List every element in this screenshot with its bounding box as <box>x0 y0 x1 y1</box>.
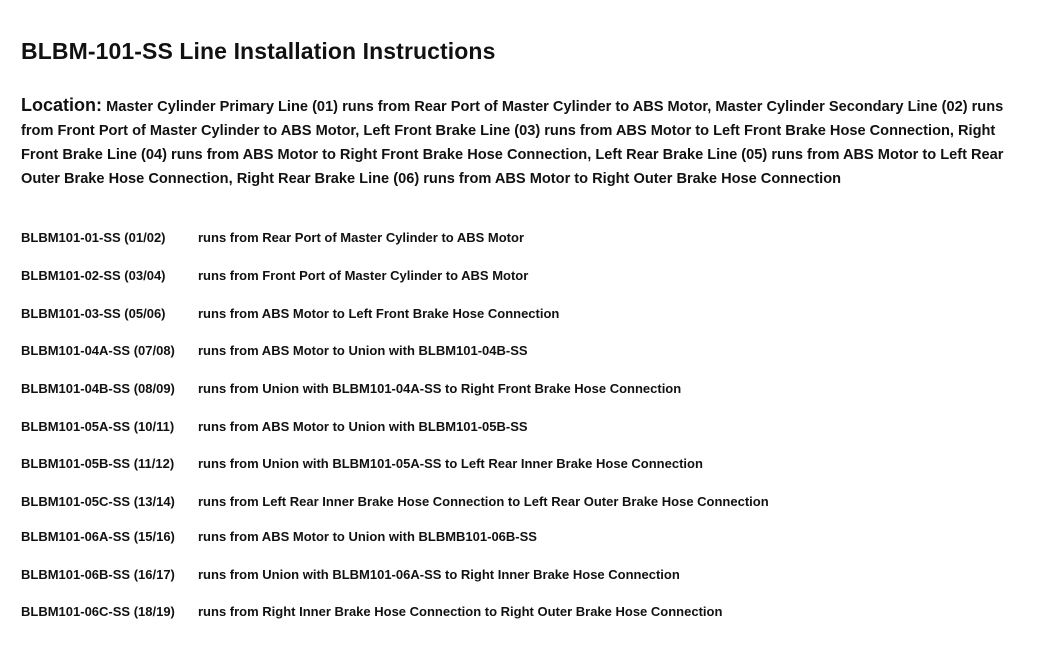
line-code: BLBM101-03-SS (05/06) <box>21 306 166 321</box>
line-row <box>21 268 1021 288</box>
line-description: runs from ABS Motor to Union with BLBMB101-06B-SS <box>198 529 537 544</box>
line-row <box>21 343 1021 363</box>
line-code: BLBM101-06B-SS (16/17) <box>21 567 175 582</box>
line-code: BLBM101-04A-SS (07/08) <box>21 343 175 358</box>
line-row <box>21 419 1021 439</box>
line-code: BLBM101-06A-SS (15/16) <box>21 529 175 544</box>
line-row <box>21 306 1021 326</box>
line-description: runs from ABS Motor to Left Front Brake Hose Connection <box>198 306 560 321</box>
line-code: BLBM101-01-SS (01/02) <box>21 230 166 245</box>
line-code: BLBM101-05C-SS (13/14) <box>21 494 175 509</box>
line-description: runs from Union with BLBM101-05A-SS to Left Rear Inner Brake Hose Connection <box>198 456 703 471</box>
line-description: runs from Left Rear Inner Brake Hose Connection to Left Rear Outer Brake Hose Connection <box>198 494 769 509</box>
line-row <box>21 456 1021 476</box>
line-description: runs from Union with BLBM101-06A-SS to Right Inner Brake Hose Connection <box>198 567 680 582</box>
location-paragraph <box>21 93 1021 191</box>
line-row <box>21 230 1021 250</box>
line-code: BLBM101-02-SS (03/04) <box>21 268 166 283</box>
location-text: Master Cylinder Primary Line (01) runs from Rear Port of Master Cylinder to ABS Motor, Master Cylinder Secondary Line (02) runs from Front Port of Master Cylinder to ABS Motor, Left Front Brake Line (03) runs from ABS Motor to Left Front Brake Hose Connection, Right Front Brake Line (04) runs from ABS Motor to Right Front Brake Hose Connection, Left Rear Brake Line (05) runs from ABS Motor to Left Rear Outer Brake Hose Connection, Right Rear Brake Line (06) runs from ABS Motor to Right Outer Brake Hose Connection <box>21 99 1004 187</box>
line-code: BLBM101-06C-SS (18/19) <box>21 604 175 619</box>
line-row <box>21 381 1021 401</box>
line-code: BLBM101-04B-SS (08/09) <box>21 381 175 396</box>
line-description: runs from Union with BLBM101-04A-SS to Right Front Brake Hose Connection <box>198 381 682 396</box>
line-code: BLBM101-05A-SS (10/11) <box>21 419 175 434</box>
line-row <box>21 567 1021 587</box>
line-description: runs from Front Port of Master Cylinder to ABS Motor <box>198 268 529 283</box>
line-description: runs from Rear Port of Master Cylinder to ABS Motor <box>198 230 524 245</box>
line-row <box>21 494 1021 514</box>
location-label: Location: <box>21 95 102 115</box>
line-description: runs from Right Inner Brake Hose Connection to Right Outer Brake Hose Connection <box>198 604 723 619</box>
lines-list <box>21 230 1021 619</box>
line-row <box>21 529 1021 549</box>
line-code: BLBM101-05B-SS (11/12) <box>21 456 175 471</box>
line-description: runs from ABS Motor to Union with BLBM101-05B-SS <box>198 419 528 434</box>
line-description: runs from ABS Motor to Union with BLBM101-04B-SS <box>198 343 528 358</box>
line-row <box>21 604 1021 624</box>
page-title: BLBM-101-SS Line Installation Instructions <box>21 38 496 64</box>
